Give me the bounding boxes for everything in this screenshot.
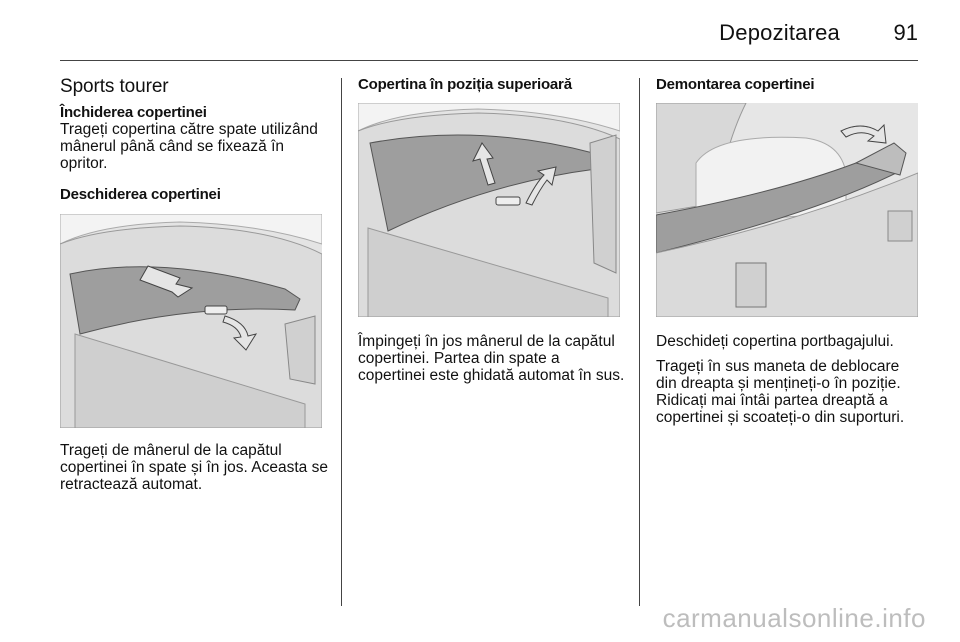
paragraph-open-trunk-cover: Deschideți copertina portbagajului.	[656, 333, 894, 350]
subheading-closing-cover: Închiderea copertinei	[60, 104, 207, 121]
cargo-cover-illustration-1	[60, 214, 322, 428]
figure-removing-cover	[656, 103, 918, 317]
subheading-removing-cover: Demontarea copertinei	[656, 76, 815, 93]
cargo-cover-illustration-2	[358, 103, 620, 317]
column-3	[656, 76, 924, 426]
paragraph-release-lever: Trageți în sus maneta de deblocare din dreapta și mențineți-o în poziție. Ridicați mai întâi partea dreaptă a copertinei și scoateți-o din suporturi.	[656, 358, 905, 426]
figure-opening-cover	[60, 214, 322, 428]
section-title: Sports tourer	[60, 76, 169, 97]
caption-upper-position: Împingeți în jos mânerul de la capătul copertinei. Partea din spate a copertinei este ghidată automat în sus.	[358, 333, 625, 384]
subheading-upper-position: Copertina în poziția superioară	[358, 76, 572, 93]
column-1	[60, 76, 328, 493]
watermark: carmanualsonline.info	[662, 603, 926, 633]
column-divider-2	[639, 78, 640, 606]
caption-opening-cover: Trageți de mânerul de la capătul copertinei în spate și în jos. Aceasta se retractează automat.	[60, 442, 328, 493]
cargo-cover-illustration-3	[656, 103, 918, 317]
figure-upper-position	[358, 103, 620, 317]
subheading-opening-cover: Deschiderea copertinei	[60, 186, 221, 203]
column-divider-1	[341, 78, 342, 606]
page-header	[60, 16, 918, 61]
header-title: Depozitarea	[719, 20, 840, 45]
page-number: 91	[893, 20, 918, 45]
paragraph-closing-cover: Trageți copertina către spate utilizând mânerul până când se fixează în opritor.	[60, 121, 318, 172]
column-2	[358, 76, 626, 384]
